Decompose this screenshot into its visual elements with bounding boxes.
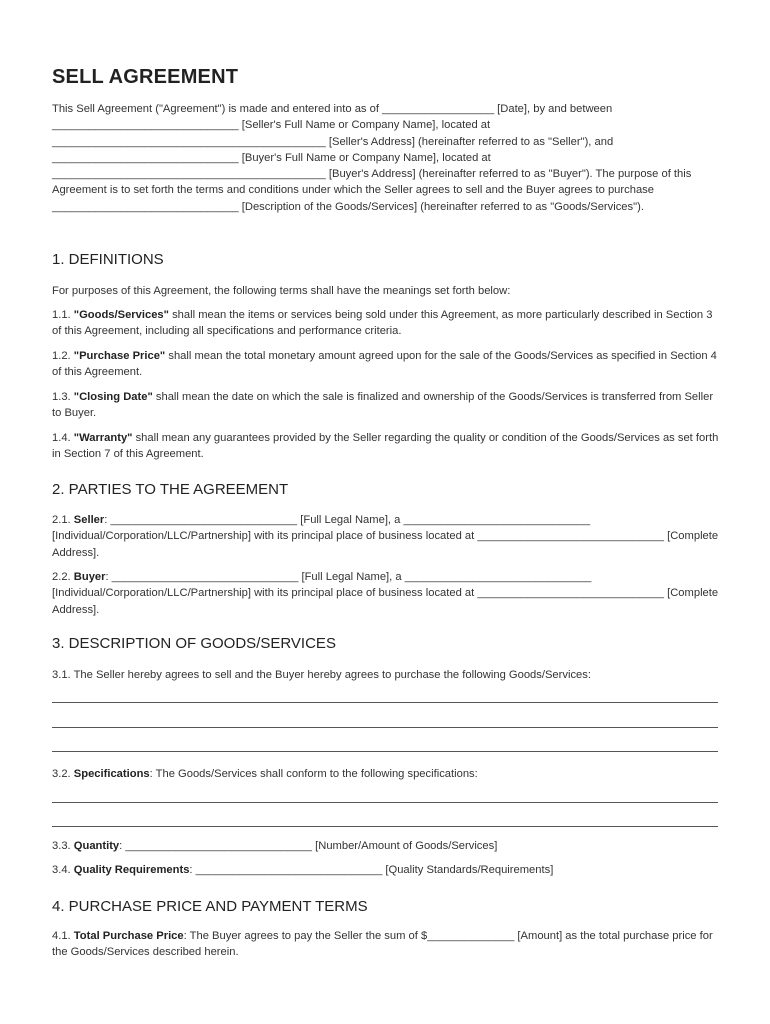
blank-line	[52, 826, 718, 827]
definition-term: "Purchase Price"	[73, 350, 166, 362]
definition-item	[52, 307, 720, 340]
item-number: 3.4.	[52, 864, 71, 876]
definition-text: shall mean the total monetary amount agreed upon for the sale of the Goods/Services as specified in Section 4 of this Agreement.	[52, 350, 717, 379]
section-heading-description: 3. DESCRIPTION OF GOODS/SERVICES	[52, 635, 336, 652]
description-item-3-2	[52, 766, 720, 782]
item-text: : ______________________________ [Number/Amount of Goods/Services]	[119, 840, 498, 852]
blank-line	[52, 802, 718, 803]
party-item-seller	[52, 512, 720, 561]
description-item-3-4	[52, 862, 720, 878]
section-heading-parties: 2. PARTIES TO THE AGREEMENT	[52, 481, 289, 498]
definition-item	[52, 389, 720, 422]
item-text: : The Goods/Services shall conform to the following specifications:	[149, 768, 478, 780]
item-term: Specifications	[73, 768, 150, 780]
definition-number: 1.3.	[52, 391, 71, 403]
item-term: Quality Requirements	[73, 864, 190, 876]
blank-line	[52, 727, 718, 728]
item-number: 3.2.	[52, 768, 71, 780]
definitions-lead: For purposes of this Agreement, the following terms shall have the meanings set forth below:	[52, 285, 511, 297]
item-text: : ______________________________ [Quality Standards/Requirements]	[189, 864, 554, 876]
party-term: Buyer	[73, 571, 106, 583]
item-number: 4.1.	[52, 930, 71, 942]
section-heading-price: 4. PURCHASE PRICE AND PAYMENT TERMS	[52, 898, 368, 915]
item-number: 3.3.	[52, 840, 71, 852]
party-number: 2.1.	[52, 514, 71, 526]
definition-text: shall mean any guarantees provided by the Seller regarding the quality or condition of the Goods/Services as set forth in Section 7 of this Agreement.	[52, 432, 719, 461]
section-heading-definitions: 1. DEFINITIONS	[52, 251, 164, 268]
definition-term: "Goods/Services"	[73, 309, 169, 321]
document-title: SELL AGREEMENT	[52, 66, 239, 88]
price-item-4-1	[52, 928, 720, 961]
definition-term: "Warranty"	[73, 432, 133, 444]
definition-item	[52, 430, 720, 463]
blank-line	[52, 702, 718, 703]
definition-number: 1.2.	[52, 350, 71, 362]
description-item-3-1: 3.1. The Seller hereby agrees to sell and the Buyer hereby agrees to purchase the following Goods/Services:	[52, 669, 591, 681]
item-text: : The Buyer agrees to pay the Seller the sum of $______________ [Amount] as the total purchase price for the Goods/Services described herein.	[52, 930, 713, 959]
party-term: Seller	[73, 514, 105, 526]
description-item-3-3	[52, 838, 720, 854]
party-item-buyer	[52, 569, 720, 618]
party-number: 2.2.	[52, 571, 71, 583]
definition-number: 1.4.	[52, 432, 71, 444]
definition-term: "Closing Date"	[73, 391, 153, 403]
definition-item	[52, 348, 720, 381]
definition-number: 1.1.	[52, 309, 71, 321]
intro-paragraph: This Sell Agreement ("Agreement") is made and entered into as of __________________ [Date], by and between ______________________________ [Seller's Full Name or Company Name], located at ____________________________________________ [Seller's Address] (hereinafter referred to as "Seller"), and ______________________________ [Buyer's Full Name or Company Name], located at ____________________________________________ [Buyer's Address] (hereinafter referred to as "Buyer"). The purpose of this Agreement is to set forth the terms and conditions under which the Seller agrees to sell and the Buyer agrees to purchase ______________________________ [Description of the Goods/Services] (hereinafter referred to as "Goods/Services").	[52, 103, 692, 213]
definition-text: shall mean the items or services being sold under this Agreement, as more particularly described in Section 3 of this Agreement, including all specifications and performance criteria.	[52, 309, 713, 338]
blank-line	[52, 751, 718, 752]
item-term: Quantity	[73, 840, 120, 852]
item-term: Total Purchase Price	[73, 930, 184, 942]
party-text: : ______________________________ [Full Legal Name], a ______________________________ [Individual/Corporation/LLC/Partnership] with its principal place of business located at ______________________________ [Complete Address].	[52, 571, 719, 616]
party-text: : ______________________________ [Full Legal Name], a ______________________________ [Individual/Corporation/LLC/Partnership] with its principal place of business located at ______________________________ [Complete Address].	[52, 514, 719, 559]
definition-text: shall mean the date on which the sale is finalized and ownership of the Goods/Services is transferred from Seller to Buyer.	[52, 391, 714, 420]
